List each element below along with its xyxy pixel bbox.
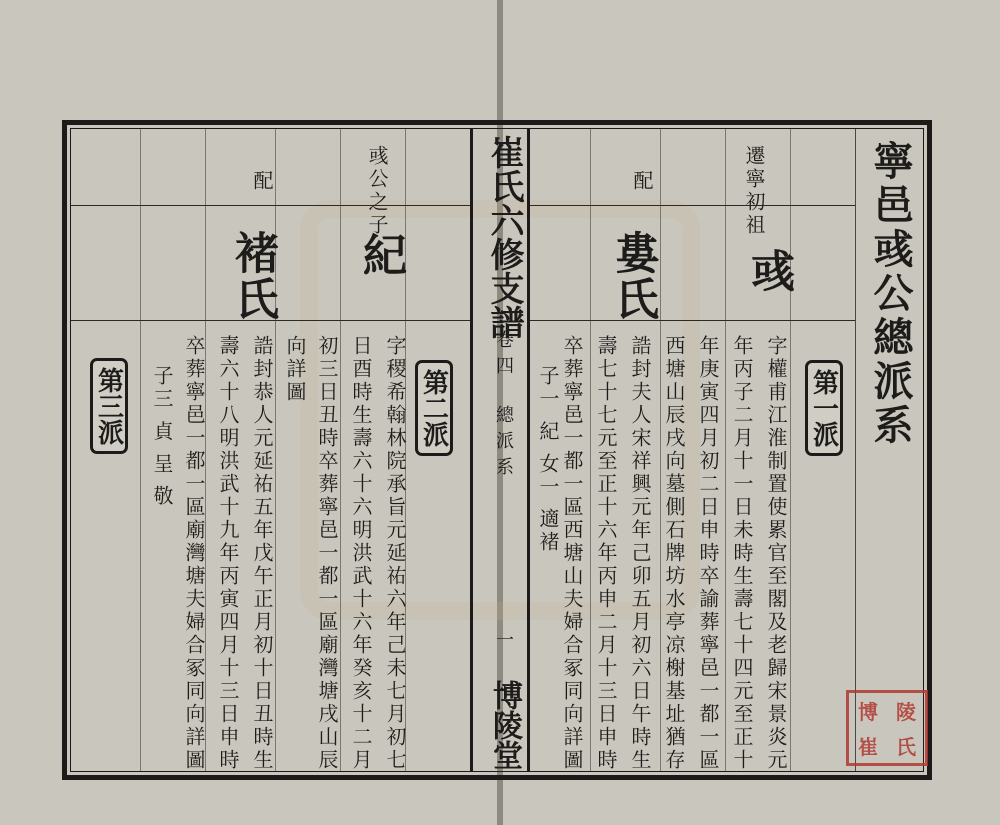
bio-line: 西塘山辰戌向墓側石牌坊水亭凉榭基址猶存 <box>662 335 686 772</box>
column-rule <box>340 129 341 771</box>
bio-line: 向詳圖 <box>283 335 307 404</box>
column-rule <box>140 129 141 771</box>
generation-badge <box>90 358 128 454</box>
bio-line: 初三日丑時卒葬寧邑一都一區廟灣塘戌山辰 <box>315 335 339 772</box>
bio-line: 字稷希翰林院承旨元延祐六年己未七月初七 <box>383 335 407 772</box>
book-title: 崔氏六修支譜 <box>484 135 524 339</box>
bio-line: 卒葬寧邑一都一區西塘山夫婦合冢同向詳圖 <box>560 335 584 772</box>
bio-line: 年庚寅四月初二日申時卒諭葬寧邑一都一區 <box>696 335 720 772</box>
volume-label: 卷四 <box>493 330 514 382</box>
spouse-name: 婁氏 <box>607 230 658 322</box>
bio-line: 誥封夫人宋祥興元年己卯五月初六日午時生 <box>628 335 652 772</box>
generation-badge <box>415 360 453 456</box>
seal-char: 博 <box>858 700 878 724</box>
migration-note: 遷寧初祖 <box>742 145 766 237</box>
bio-line: 字權甫江淮制置使累官至閣及老歸宋景炎元 <box>764 335 788 772</box>
rule-left-1 <box>71 205 471 206</box>
bio-line: 壽七十七元至正十六年丙申二月十三日申時 <box>594 335 618 772</box>
column-rule <box>275 129 276 771</box>
bio-line: 年丙子二月十一日未時生壽七十四元至正十 <box>730 335 754 772</box>
bio-line: 壽六十八明洪武十九年丙寅四月十三日申時 <box>216 335 240 772</box>
bio-line: 子三 貞 呈 敬 <box>150 365 174 509</box>
person-name: 彧 <box>743 248 794 294</box>
section-label: 總派系 <box>493 405 514 483</box>
seal-char: 氏 <box>896 735 916 759</box>
bio-line: 誥封恭人元延祐五年戊午正月初十日丑時生 <box>250 335 274 772</box>
person-name: 紀 <box>355 232 406 278</box>
generation-label: 第三派 <box>93 367 124 445</box>
red-seal-stamp <box>846 690 928 766</box>
generation-label: 第一派 <box>808 369 839 447</box>
rule-right-2 <box>530 320 855 321</box>
generation-badge <box>805 360 843 456</box>
column-rule <box>660 129 661 771</box>
rule-right-1 <box>530 205 855 206</box>
title-column-rule <box>855 129 856 771</box>
column-rule <box>790 129 791 771</box>
bio-line: 卒葬寧邑一都一區廟灣塘夫婦合冢同向詳圖 <box>182 335 206 772</box>
hall-name: 博陵堂 <box>487 680 522 770</box>
bio-line: 日酉時生壽六十六明洪武十六年癸亥十二月 <box>349 335 373 772</box>
spouse-name: 褚氏 <box>227 230 278 322</box>
page-title: 寧邑彧公總派系 <box>867 140 914 448</box>
spouse-label: 配 <box>250 170 274 193</box>
generation-label: 第二派 <box>418 369 449 447</box>
page-number: 一 <box>493 630 514 656</box>
seal-char: 崔 <box>858 735 878 759</box>
lineage-note: 彧公之子 <box>365 145 389 237</box>
column-rule <box>590 129 591 771</box>
column-rule <box>725 129 726 771</box>
spouse-label: 配 <box>630 170 654 193</box>
seal-char: 陵 <box>896 700 916 724</box>
bio-line: 子一 紀 女一 適褚 <box>536 365 560 555</box>
